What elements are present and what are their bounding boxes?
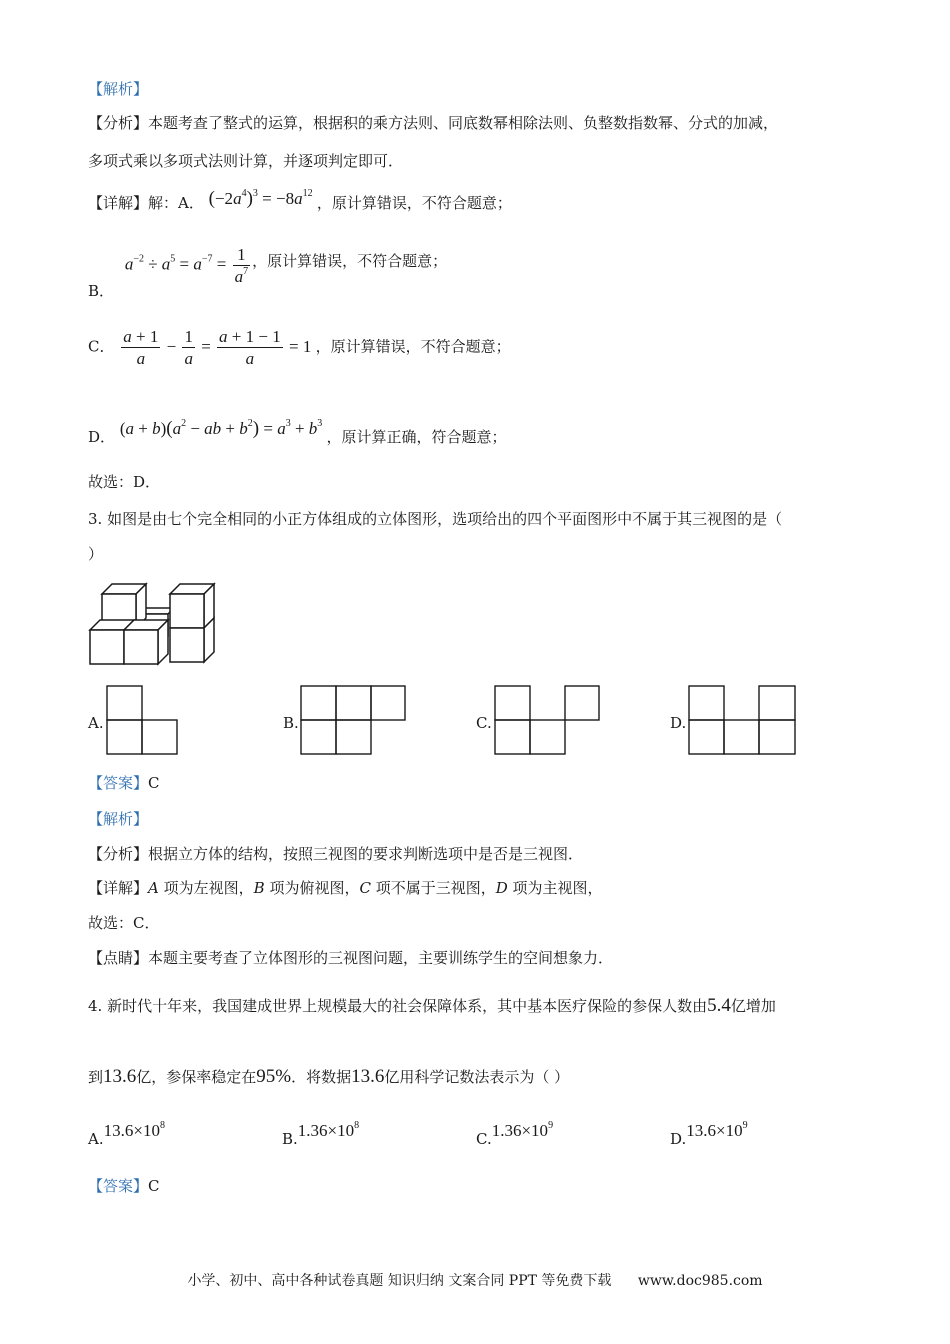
q3-option-d-figure bbox=[688, 685, 796, 755]
q2-analysis: 【分析】本题考查了整式的运算，根据积的乘方法则、同底数幂相除法则、负整数指数幂、分式的加减， bbox=[88, 114, 779, 132]
q4-stem-cont: 到13.6亿，参保率稳定在95%．将数据13.6亿用科学记数法表示为（ ） bbox=[88, 1066, 570, 1087]
q3-option-c-figure bbox=[494, 685, 600, 755]
q3-choose: 故选：C． bbox=[88, 914, 160, 932]
q3-answer: 【答案】C bbox=[88, 774, 160, 792]
q4-option-c: $C.1.36\times 10^9$ bbox=[476, 1120, 554, 1148]
q4-option-b: $B.1.36\times 10^8$ bbox=[282, 1120, 360, 1148]
cube-figure bbox=[86, 580, 226, 675]
q3-option-a-label: A. bbox=[88, 714, 104, 732]
footer bbox=[0, 1270, 950, 1290]
eq-c: $\frac{a + 1}{a}$ − $\frac{1}{a}$ = $\frac{a + 1 - 1}{a}$ = 1 bbox=[123, 327, 316, 369]
q3-option-b-figure bbox=[300, 685, 406, 755]
q2-detail-d: D． $(a + b)(a^2$ − ab + $b^2) = a^3 + b^3$ ，原计算正确，符合题意； bbox=[88, 418, 507, 446]
jiexi-tag: 【解析】 bbox=[88, 80, 149, 98]
eq-b: $a^{-2} \div a^5 = a^{-7}$ = $\frac{1}{a^7}$ bbox=[124, 245, 249, 287]
eq-a: $(-2a^4)^3 = -8a^{12}$ bbox=[208, 188, 313, 209]
q2-choose: 故选：D． bbox=[88, 473, 161, 491]
q3-analysis: 【分析】根据立方体的结构，按照三视图的要求判断选项中是否是三视图． bbox=[88, 845, 584, 863]
q2-analysis-cont: 多项式乘以多项式法则计算，并逐项判定即可． bbox=[88, 152, 404, 170]
q2-detail-c: C． $\frac{a + 1}{a}$ − $\frac{1}{a}$ = $\frac{a + 1 - 1}{a}$ = 1 ，原计算错误，不符合题意； bbox=[88, 327, 511, 369]
q3-option-c-label: C. bbox=[476, 714, 492, 732]
q4-answer: 【答案】C bbox=[88, 1177, 160, 1195]
q3-option-d-label: D. bbox=[670, 714, 687, 732]
q3-jiexi: 【解析】 bbox=[88, 810, 149, 828]
q4-option-a: $A.13.6\times 10^8$ bbox=[88, 1120, 165, 1148]
q2-detail-a: 【详解】解：A． $(-2a^4)^3 = -8a^{12}$ ，原计算错误，不符合题意； bbox=[88, 188, 512, 212]
footer-text: 小学、初中、高中各种试卷真题 知识归纳 文案合同 PPT 等免费下载 bbox=[187, 1273, 612, 1289]
footer-url[interactable]: www.doc985.com bbox=[637, 1273, 763, 1289]
q3-stem-cont: ） bbox=[88, 545, 104, 563]
eq-d: $(a + b)(a^2$ − ab + $b^2) = a^3 + b^3$ bbox=[119, 418, 323, 439]
q2-detail-b: B． $a^{-2} \div a^5 = a^{-7}$ = $\frac{1}{a^7}$ ，原计算错误，不符合题意； bbox=[88, 245, 448, 300]
q3-option-a-figure bbox=[106, 685, 178, 755]
q3-option-b-label: B. bbox=[283, 714, 299, 732]
q3-detail: 【详解】A 项为左视图，B 项为俯视图，C 项不属于三视图，D 项为主视图， bbox=[88, 879, 603, 897]
q4-option-d: $D.13.6\times 10^9$ bbox=[670, 1120, 748, 1148]
q3-comment: 【点睛】本题主要考查了立体图形的三视图问题，主要训练学生的空间想象力． bbox=[88, 949, 614, 967]
q4-stem: 4. 新时代十年来，我国建成世界上规模最大的社会保障体系，其中基本医疗保险的参保人数由5.4亿增加 bbox=[88, 995, 776, 1016]
q3-stem: 3. 如图是由七个完全相同的小正方体组成的立体图形，选项给出的四个平面图形中不属于其三视图的是（ bbox=[88, 510, 783, 528]
